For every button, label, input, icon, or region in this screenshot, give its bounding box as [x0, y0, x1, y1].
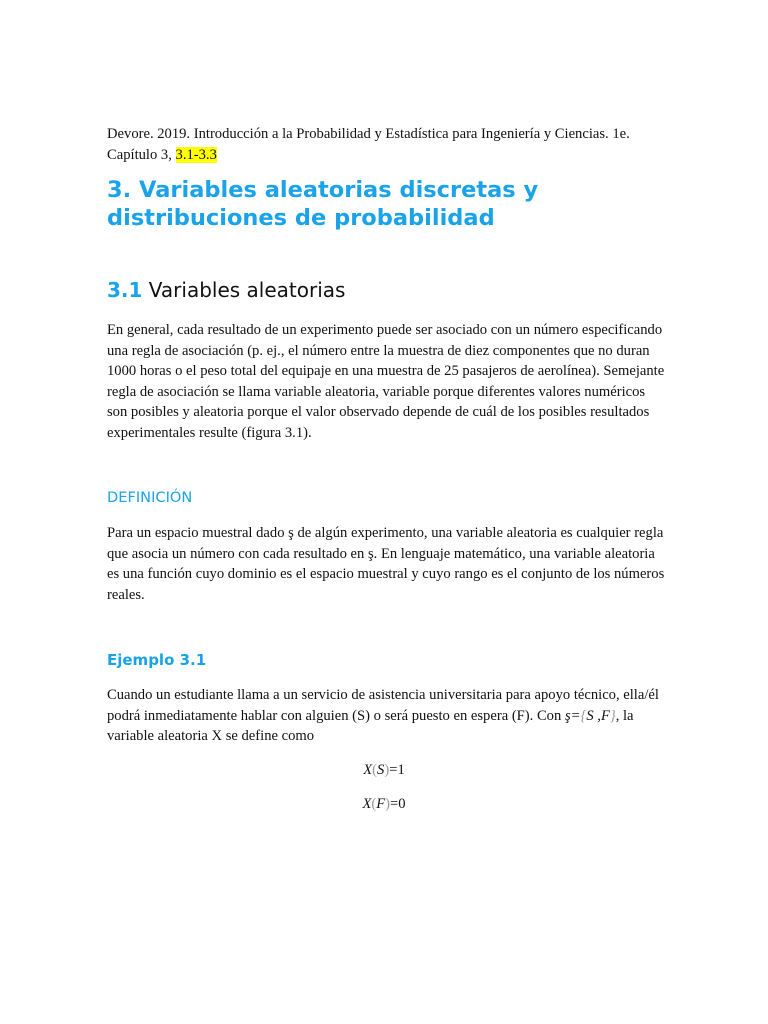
- citation-text: Devore. 2019. Introducción a la Probabilidad y Estadística para Ingeniería y Ciencias. 1e. Capítulo 3,: [107, 126, 630, 163]
- example-heading: Ejemplo 3.1: [107, 651, 207, 669]
- example-text-after: , la variable aleatoria X se define como: [107, 707, 634, 744]
- equation-x-s: X(S)=1: [363, 762, 405, 778]
- citation: [107, 124, 667, 165]
- example-text-before: Cuando un estudiante llama a un servicio de asistencia universitaria para apoyo técnico, ella/él podrá inmediatamente hablar con alguien (S) o será puesto en espera (F). Con: [107, 687, 659, 724]
- chapter-title: 3. Variables aleatorias discretas y distribuciones de probabilidad: [107, 177, 539, 231]
- definition-heading: DEFINICIÓN: [107, 489, 193, 506]
- equation-x-f: X(F)=0: [362, 796, 406, 812]
- section-heading: [107, 276, 345, 304]
- intro-paragraph: En general, cada resultado de un experimento puede ser asociado con un número especificando una regla de asociación (p. ej., el número entre la muestra de diez componentes que no duran 1000 horas o el peso total del equipaje en una muestra de 25 pasajeros de aerolínea). Semejante regla de asociación se llama variable aleatoria, variable porque diferentes valores numéricos son posibles y aleatoria porque el valor observado depende de cuál de los posibles resultados experimentales resulte (figura 3.1).: [107, 322, 665, 441]
- section-number: 3.1: [107, 278, 143, 302]
- citation-highlight: 3.1-3.3: [175, 146, 217, 163]
- section-title: Variables aleatorias: [148, 278, 346, 302]
- sample-space-set: ş={S ,F}: [564, 707, 616, 724]
- example-paragraph: [107, 685, 667, 747]
- definition-paragraph: Para un espacio muestral dado ş de algún experimento, una variable aleatoria es cualquier regla que asocia un número con cada resultado en ş. En lenguaje matemático, una variable aleatoria es una función cuyo dominio es el espacio muestral y cuyo rango es el conjunto de los números reales.: [107, 525, 665, 603]
